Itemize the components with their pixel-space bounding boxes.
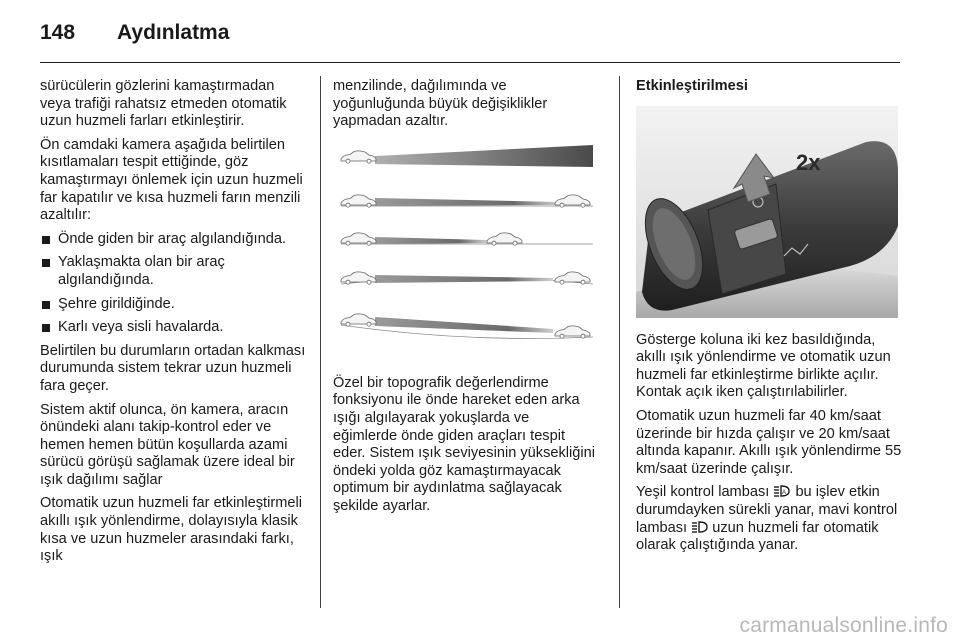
bullet-square-icon	[42, 301, 50, 309]
list-item: Önde giden bir araç algılandığında.	[40, 231, 308, 249]
indicator-lever-illustration	[636, 106, 898, 318]
paragraph: Gösterge koluna iki kez basıldığında, akıllı ışık yönlendirme ve otomatik uzun huzmeli far etkinleştirme birlikte açılır. Kontak açık iken çalıştırılabilirler.	[636, 331, 891, 401]
page-number: 148	[40, 21, 76, 44]
header-divider	[40, 62, 900, 63]
paragraph: Otomatik uzun huzmeli far 40 km/saat üzerinde bir hızda çalışır ve 20 km/saat altında kapanır. Akıllı ışık yönlendirme 55 km/saat üzerinde çalışır.	[636, 407, 902, 477]
auto-high-beam-icon	[773, 484, 791, 498]
list-item: Şehre girildiğinde.	[40, 296, 308, 314]
watermark: carmanualsonline.info	[739, 614, 948, 637]
beam-row-oncoming	[341, 195, 593, 207]
column-divider	[619, 76, 620, 608]
bullet-square-icon	[42, 236, 50, 244]
paragraph: Sistem aktif olunca, ön kamera, aracın önündeki alanı takip-kontrol eder ve hemen hemen bütün koşullarda azami sürücü görüşü sağlamak üzere ideal bir ışık dağılımı sağlar	[40, 401, 295, 488]
beam-distribution-illustration	[339, 143, 597, 363]
high-beam-icon	[691, 520, 708, 534]
bullet-square-icon	[42, 324, 50, 332]
restriction-list	[40, 231, 308, 337]
list-item: Karlı veya sisli havalarda.	[40, 319, 308, 337]
list-item: Yaklaşmakta olan bir araç algılandığında.	[40, 254, 308, 289]
paragraph: Ön camdaki kamera aşağıda belirtilen kısıtlamaları tespit ettiğinde, göz kamaştırmayı önlemek için uzun huzmeli far kapatılır ve kısa huzmeli farın menzili azaltılır:	[40, 136, 303, 224]
column-left	[40, 78, 308, 572]
column-right	[636, 78, 904, 561]
column-divider	[320, 76, 321, 608]
beam-row-high-beam	[341, 145, 593, 167]
paragraph: Özel bir topografik değerlendirme fonksiyonu ile önde hareket eden arka ışığı algılayarak yokuşlarda ve eğimlerde önde giden araçları tespit eder. Sistem ışık seviyesinin yüksekliğini öndeki yolda göz kamaştırmayacak optimum bir aydınlatma sağlayacak şekilde ayarlar.	[333, 374, 595, 514]
press-count-label: 2x	[796, 149, 821, 175]
section-heading: Etkinleştirilmesi	[636, 78, 748, 94]
beam-row-dip	[341, 314, 593, 339]
beam-row-hill	[341, 272, 593, 284]
page-title: Aydınlatma	[117, 21, 230, 44]
svg-text:A: A	[782, 490, 787, 497]
paragraph: Yeşil kontrol lambası A bu işlev etkin durumdayken sürekli yanar, mavi kontrol lambası uzun huzmeli far otomatik olarak çalıştığında yanar.	[636, 484, 898, 554]
bullet-square-icon	[42, 259, 50, 267]
column-middle	[333, 78, 595, 522]
paragraph: Belirtilen bu durumların ortadan kalkması durumunda sistem tekrar uzun huzmeli fara geçer.	[40, 342, 306, 394]
beam-row-vehicle-ahead	[341, 233, 593, 245]
paragraph: Otomatik uzun huzmeli far etkinleştirmeli akıllı ışık yönlendirme, dolayısıyla klasik kısa ve uzun huzmeler arasındaki farkı, ışık	[40, 495, 302, 565]
paragraph: menzilinde, dağılımında ve yoğunluğunda büyük değişiklikler yapmadan azaltır.	[333, 78, 548, 130]
page-header	[40, 18, 229, 48]
paragraph: sürücülerin gözlerini kamaştırmadan veya trafiği rahatsız etmeden otomatik uzun huzmeli farları etkinleştirir.	[40, 78, 287, 130]
